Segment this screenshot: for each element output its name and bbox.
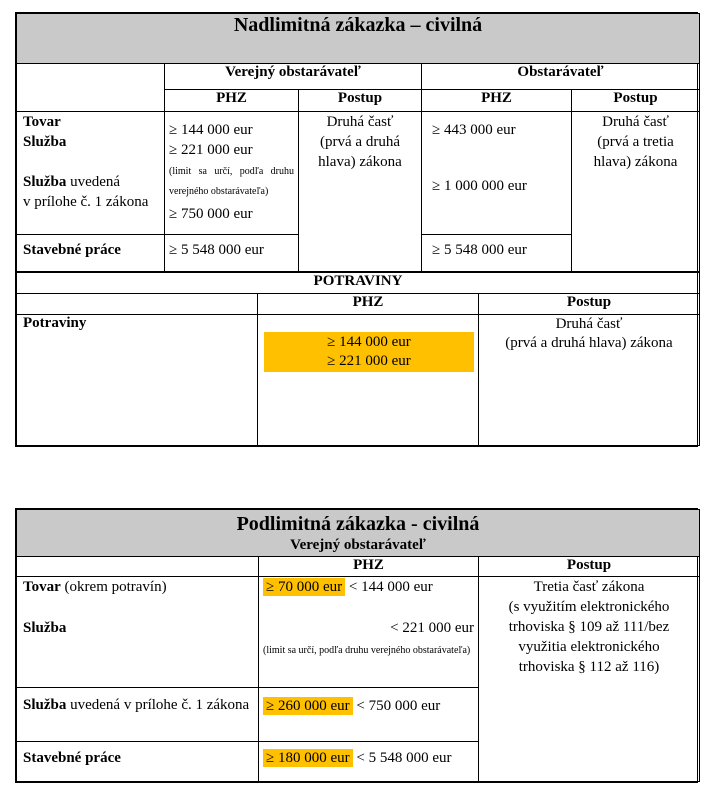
- value-221000: ≥ 221 000 eur: [169, 142, 253, 158]
- table2-row3-phz: [259, 742, 479, 782]
- label-sluzba: Služba: [23, 620, 67, 636]
- table1-title: Nadlimitná zákazka – civilná: [233, 14, 483, 36]
- o-postup-line: Druhá časť: [602, 114, 669, 130]
- table1-vo-phz-values: [165, 112, 299, 235]
- vo-postup-line: Druhá časť: [326, 114, 394, 130]
- table-nadlimitna-upper: [16, 13, 700, 272]
- table-nadlimitna: [15, 12, 698, 447]
- table2-postup-header: Postup: [479, 557, 700, 577]
- label-sluzba: Služba: [23, 134, 67, 150]
- table2-phz-header: PHZ: [259, 557, 479, 577]
- potraviny-section-header: POTRAVINY: [17, 273, 700, 294]
- table2-postup-cell: [479, 577, 700, 782]
- table1-row2-vo-value: ≥ 5 548 000 eur: [165, 235, 299, 272]
- table1-vo-postup-cell: [299, 112, 422, 272]
- table2-postup-line: trhoviska § 112 až 116): [518, 659, 660, 675]
- label-tovar-okrem: Tovar (okrem potravín): [23, 579, 167, 595]
- table1-o-phz-header: PHZ: [422, 90, 572, 112]
- highlight-value: ≥ 144 000 eur: [327, 334, 411, 350]
- potraviny-postup-line: Druhá časť: [555, 316, 623, 332]
- vo-postup-line: hlava) zákona: [318, 154, 402, 170]
- table2-row2-phz: [259, 688, 479, 742]
- table2-corner-cell: [17, 557, 259, 577]
- spacer: [23, 152, 158, 172]
- table1-row2-label: Stavebné práce: [17, 235, 165, 272]
- potraviny-phz-header: PHZ: [258, 294, 479, 315]
- value-180000: ≥ 180 000 eur < 5 548 000 eur: [263, 750, 474, 767]
- table1-row1-labels: [17, 112, 165, 235]
- potraviny-postup-line: (prvá a druhá hlava) zákona: [505, 335, 673, 351]
- table2-subtitle: Verejný obstarávateľ: [290, 537, 426, 553]
- table1-row2-o-value: ≥ 5 548 000 eur: [422, 235, 572, 272]
- table2-postup-line: Tretia časť zákona: [533, 579, 645, 595]
- limit-note: (limit sa určí, podľa druhu verejného obstarávateľa): [169, 166, 294, 197]
- table2-postup-line: trhoviska § 109 až 111/bez: [508, 619, 670, 635]
- table1-group-entity: Obstarávateľ: [422, 64, 700, 90]
- value-1000000: ≥ 1 000 000 eur: [432, 178, 527, 194]
- value-70000: ≥ 70 000 eur < 144 000 eur: [263, 577, 474, 597]
- table1-corner-cell: [17, 64, 165, 112]
- highlight-value: ≥ 221 000 eur: [327, 353, 411, 369]
- table2-title: Podlimitná zákazka - civilná: [236, 513, 480, 535]
- potraviny-postup-header: Postup: [479, 294, 700, 315]
- table2-postup-line: využitia elektronického: [518, 639, 660, 655]
- table2-postup-line: (s využitím elektronického: [508, 599, 670, 615]
- table-podlimitna: [15, 508, 698, 783]
- label-sluzba-uvedena: Služba uvedená: [23, 174, 121, 190]
- table1-vo-postup-header: Postup: [299, 90, 422, 112]
- table1-o-postup-header: Postup: [572, 90, 700, 112]
- label-sluzba-uvedena: Služba uvedená v prílohe č. 1 zákona: [23, 697, 250, 713]
- potraviny-phz-cell: [258, 315, 479, 446]
- table1-o-postup-cell: [572, 112, 700, 272]
- table-potraviny-section: [16, 272, 700, 446]
- table-podlimitna-grid: [16, 509, 700, 782]
- table2-row1-phz: [259, 577, 479, 688]
- table2-row2-label: [17, 688, 259, 742]
- label-sluzba-uvedena-line2: v prílohe č. 1 zákona: [23, 194, 149, 210]
- value-750000: ≥ 750 000 eur: [169, 206, 253, 222]
- table1-title-cell: [17, 14, 700, 64]
- table2-title-cell: [17, 510, 700, 557]
- value-221000-limit: < 221 000 eur: [390, 620, 474, 636]
- limit-note-2: (limit sa určí, podľa druhu verejného obstarávateľa): [263, 645, 471, 656]
- o-postup-line: hlava) zákona: [593, 154, 678, 170]
- table1-group-public: Verejný obstarávateľ: [165, 64, 422, 90]
- value-144000: ≥ 144 000 eur: [169, 122, 253, 138]
- value-443000: ≥ 443 000 eur: [432, 122, 516, 138]
- table2-row3-label: Stavebné práce: [17, 742, 259, 782]
- potraviny-row-label: Potraviny: [17, 315, 258, 446]
- spacer: [432, 140, 567, 176]
- table2-row1-labels: [17, 577, 259, 688]
- highlight-box: [264, 332, 474, 372]
- table1-vo-phz-header: PHZ: [165, 90, 299, 112]
- table1-o-phz-values: [422, 112, 572, 235]
- potraviny-corner-cell: [17, 294, 258, 315]
- label-tovar: Tovar: [23, 114, 61, 130]
- potraviny-postup-cell: [479, 315, 700, 446]
- o-postup-line: (prvá a tretia: [597, 134, 674, 150]
- value-260000: ≥ 260 000 eur < 750 000 eur: [263, 698, 474, 715]
- vo-postup-line: (prvá a druhá: [320, 134, 400, 150]
